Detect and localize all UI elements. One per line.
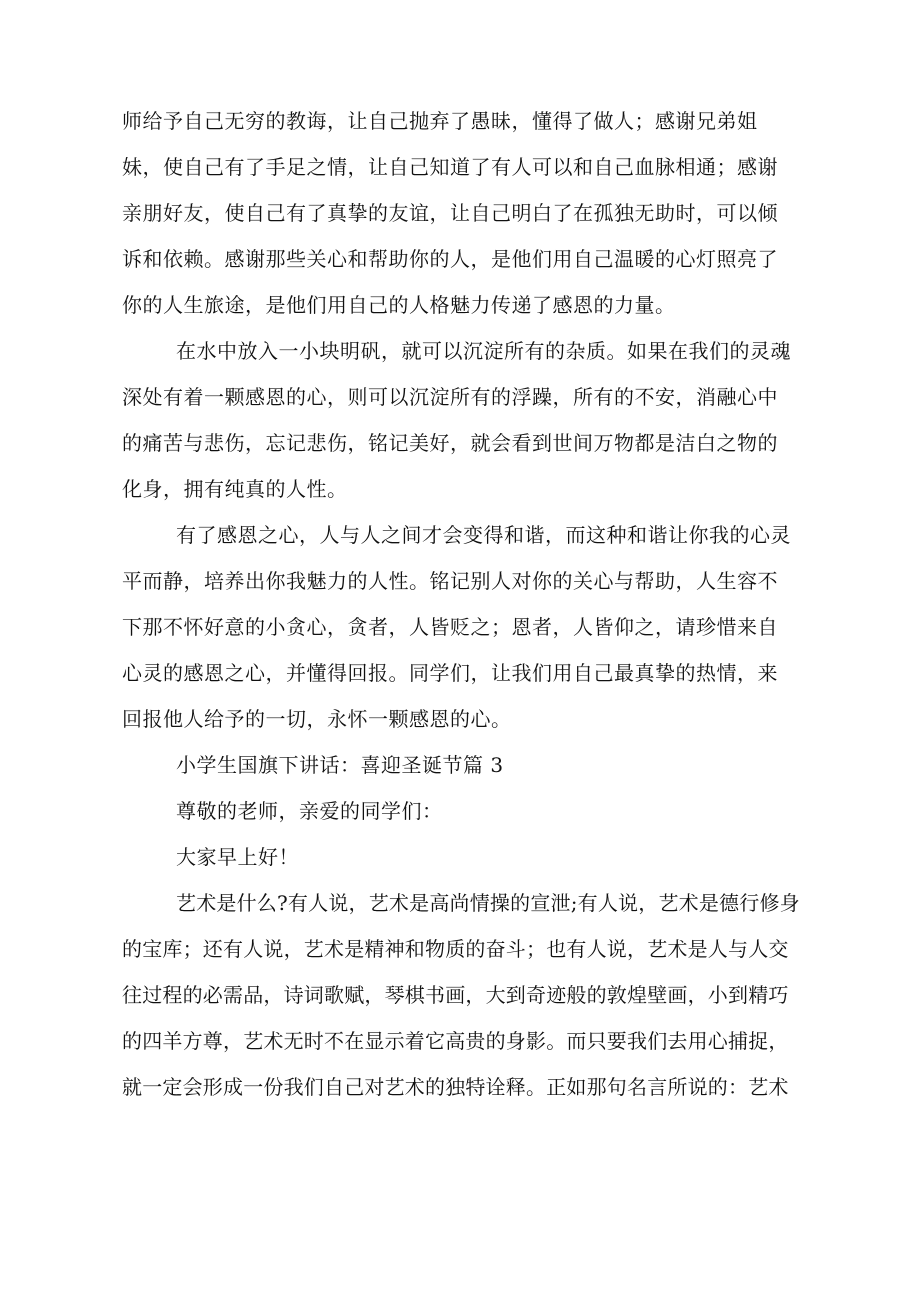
text-line: 你的人生旅途，是他们用自己的人格魅力传递了感恩的力量。 [122,293,676,317]
text-line: 的宝库；还有人说，艺术是精神和物质的奋斗；也有人说，艺术是人与人交 [122,937,789,961]
text-line: 亲朋好友，使自己有了真挚的友谊，让自己明白了在孤独无助时，可以倾 [122,201,778,225]
text-line: 艺术是什么?有人说，艺术是高尚情操的宣泄;有人说，艺术是德行修身 [176,891,800,915]
text-line: 的痛苦与悲伤，忘记悲伤，铭记美好，就会看到世间万物都是洁白之物的 [122,431,778,455]
text-line: 妹，使自己有了手足之情，让自己知道了有人可以和自己血脉相通；感谢 [122,155,778,179]
text-line: 诉和依赖。感谢那些关心和帮助你的人，是他们用自己温暖的心灯照亮了 [122,247,778,271]
text-line: 有了感恩之心，人与人之间才会变得和谐，而这种和谐让你我的心灵 [176,523,791,547]
text-line: 的四羊方尊，艺术无时不在显示着它高贵的身影。而只要我们去用心捕捉， [122,1029,789,1053]
text-line: 往过程的必需品，诗词歌赋，琴棋书画，大到奇迹般的敦煌壁画，小到精巧 [122,983,789,1007]
text-line: 心灵的感恩之心，并懂得回报。同学们，让我们用自己最真挚的热情，来 [122,661,778,685]
section-heading: 小学生国旗下讲话：喜迎圣诞节篇 3 [176,753,504,777]
text-line: 化身，拥有纯真的人性。 [122,477,348,501]
text-line: 就一定会形成一份我们自己对艺术的独特诠释。正如那句名言所说的：艺术 [122,1075,789,1099]
text-line: 在水中放入一小块明矾，就可以沉淀所有的杂质。如果在我们的灵魂 [176,339,791,363]
greeting: 大家早上好！ [176,845,299,869]
document-body [122,110,812,1099]
text-line: 平而静，培养出你我魅力的人性。铭记别人对你的关心与帮助，人生容不 [122,569,778,593]
text-line: 师给予自己无穷的教诲，让自己抛弃了愚昧，懂得了做人；感谢兄弟姐 [122,109,758,133]
text-line: 下那不怀好意的小贪心，贪者，人皆贬之；恩者，人皆仰之，请珍惜来自 [122,615,778,639]
text-line: 回报他人给予的一切，永怀一颗感恩的心。 [122,707,512,731]
text-line: 深处有着一颗感恩的心，则可以沉淀所有的浮躁，所有的不安，消融心中 [122,385,778,409]
salutation: 尊敬的老师，亲爱的同学们： [176,799,443,823]
